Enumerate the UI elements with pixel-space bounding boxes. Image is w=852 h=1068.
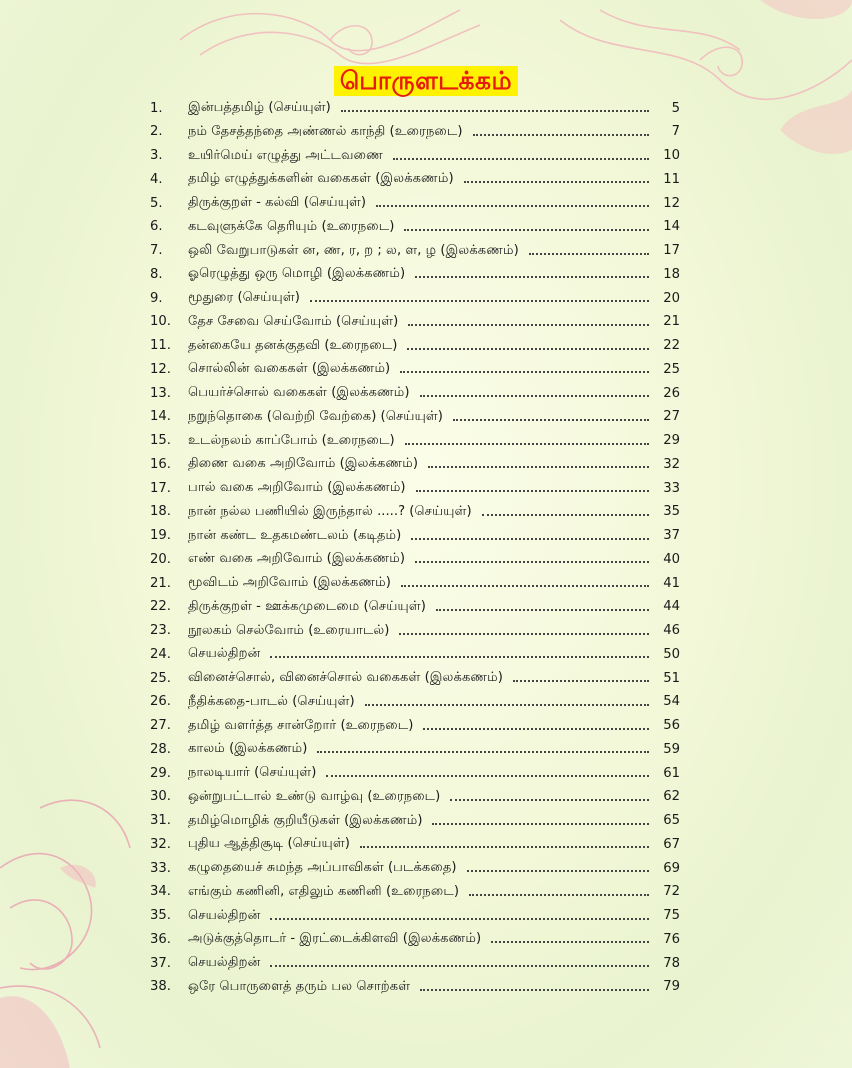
toc-leader-dots bbox=[420, 395, 649, 397]
toc-entry-page: 11 bbox=[663, 171, 680, 187]
toc-row[interactable] bbox=[150, 785, 680, 809]
toc-row[interactable] bbox=[150, 239, 680, 263]
toc-leader-dots bbox=[467, 870, 649, 872]
toc-entry-page: 78 bbox=[663, 955, 680, 971]
toc-entry-title: திணை வகை அறிவோம் (இலக்கணம்) bbox=[188, 456, 418, 472]
toc-leader-dots bbox=[270, 965, 649, 967]
toc-entry-number: 36. bbox=[150, 931, 171, 947]
toc-entry-page: 10 bbox=[663, 148, 680, 163]
toc-leader-dots bbox=[428, 466, 649, 468]
toc-row[interactable] bbox=[150, 714, 680, 738]
toc-entry-title: நான் நல்ல பணியில் இருந்தால் .....? (செய்யுள்) bbox=[188, 503, 472, 519]
toc-entry-title: தன்கையே தனக்குதவி (உரைநடை) bbox=[188, 337, 398, 353]
toc-row[interactable] bbox=[150, 429, 680, 453]
toc-entry-number: 21. bbox=[150, 575, 171, 591]
toc-entry-title: நீதிக்கதை-பாடல் (செய்யுள்) bbox=[188, 693, 355, 709]
toc-entry-page: 22 bbox=[663, 338, 680, 353]
toc-leader-dots bbox=[360, 846, 649, 848]
toc-entry-page: 17 bbox=[663, 243, 680, 258]
toc-leader-dots bbox=[393, 158, 649, 160]
toc-entry-page: 40 bbox=[663, 551, 680, 567]
toc-row[interactable] bbox=[150, 595, 680, 619]
toc-entry-page: 56 bbox=[663, 718, 680, 733]
toc-entry-number: 5. bbox=[150, 195, 163, 211]
toc-entry-page: 26 bbox=[663, 385, 680, 401]
toc-entry-number: 2. bbox=[150, 124, 163, 140]
toc-entry-title: செயல்திறன் bbox=[188, 907, 261, 923]
toc-entry-title: தமிழ்மொழிக் குறியீடுகள் (இலக்கணம்) bbox=[188, 812, 423, 828]
toc-entry-number: 26. bbox=[150, 694, 171, 710]
toc-leader-dots bbox=[473, 134, 649, 136]
toc-row[interactable] bbox=[150, 951, 680, 975]
toc-row[interactable] bbox=[150, 167, 680, 191]
toc-leader-dots bbox=[450, 799, 649, 801]
toc-entry-title: நறுந்தொகை (வெற்றி வேற்கை) (செய்யுள்) bbox=[188, 408, 443, 424]
toc-row[interactable] bbox=[150, 191, 680, 215]
toc-entry-title: கழுதையைச் சுமந்த அப்பாவிகள் (படக்கதை) bbox=[188, 860, 457, 875]
toc-entry-number: 20. bbox=[150, 551, 171, 567]
toc-entry-number: 15. bbox=[150, 433, 171, 448]
toc-entry-page: 29 bbox=[663, 433, 680, 448]
toc-row[interactable] bbox=[150, 476, 680, 500]
toc-entry-page: 27 bbox=[663, 409, 680, 425]
toc-entry-title: திருக்குறள் - ஊக்கமுடைமை (செய்யுள்) bbox=[188, 598, 426, 614]
toc-entry-page: 65 bbox=[663, 813, 680, 828]
toc-entry-number: 13. bbox=[150, 385, 171, 401]
toc-entry-page: 32 bbox=[663, 456, 680, 472]
toc-entry-page: 79 bbox=[663, 979, 680, 995]
toc-leader-dots bbox=[407, 348, 649, 350]
toc-leader-dots bbox=[453, 419, 649, 421]
toc-leader-dots bbox=[411, 538, 649, 540]
toc-entry-number: 33. bbox=[150, 860, 171, 876]
toc-row[interactable] bbox=[150, 832, 680, 856]
toc-entry-title: நாலடியார் (செய்யுள்) bbox=[188, 765, 317, 780]
toc-row[interactable] bbox=[150, 500, 680, 524]
toc-entry-title: செயல்திறன் bbox=[188, 646, 261, 662]
toc-row[interactable] bbox=[150, 452, 680, 476]
toc-entry-title: தமிழ் வளர்த்த சான்றோர் (உரைநடை) bbox=[188, 717, 414, 733]
toc-leader-dots bbox=[317, 751, 649, 753]
toc-entry-number: 19. bbox=[150, 528, 171, 543]
toc-entry-title: எங்கும் கணினி, எதிலும் கணினி (உரைநடை) bbox=[188, 883, 459, 899]
toc-entry-title: நம் தேசத்தந்தை அண்ணல் காந்தி (உரைநடை) bbox=[188, 123, 463, 139]
toc-leader-dots bbox=[365, 704, 649, 706]
toc-entry-number: 12. bbox=[150, 361, 171, 377]
toc-entry-page: 72 bbox=[663, 884, 680, 900]
toc-entry-page: 54 bbox=[663, 694, 680, 710]
toc-entry-title: கடவுளுக்கே தெரியும் (உரைநடை) bbox=[188, 218, 395, 234]
toc-entry-title: மூதுரை (செய்யுள்) bbox=[188, 290, 300, 305]
toc-entry-number: 29. bbox=[150, 765, 171, 781]
toc-row[interactable] bbox=[150, 547, 680, 571]
toc-entry-title: திருக்குறள் - கல்வி (செய்யுள்) bbox=[188, 195, 367, 210]
toc-entry-page: 59 bbox=[663, 741, 680, 757]
toc-leader-dots bbox=[415, 561, 649, 563]
toc-leader-dots bbox=[270, 918, 649, 920]
toc-entry-number: 8. bbox=[150, 266, 163, 282]
toc-row[interactable] bbox=[150, 809, 680, 833]
toc-leader-dots bbox=[491, 941, 649, 943]
page-title: பொருளடக்கம் bbox=[334, 66, 518, 96]
toc-row[interactable] bbox=[150, 619, 680, 643]
toc-entry-number: 37. bbox=[150, 955, 171, 971]
toc-leader-dots bbox=[469, 894, 649, 896]
toc-entry-page: 76 bbox=[663, 931, 680, 947]
toc-leader-dots bbox=[341, 110, 649, 112]
toc-row[interactable] bbox=[150, 286, 680, 310]
toc-entry-page: 50 bbox=[663, 646, 680, 662]
toc-row[interactable] bbox=[150, 405, 680, 429]
toc-entry-page: 62 bbox=[663, 789, 680, 805]
toc-leader-dots bbox=[404, 229, 649, 231]
toc-leader-dots bbox=[399, 633, 649, 635]
toc-row[interactable] bbox=[150, 381, 680, 405]
toc-leader-dots bbox=[376, 205, 649, 207]
toc-entry-number: 28. bbox=[150, 741, 171, 757]
toc-entry-title: உயிர்மெய் எழுத்து அட்டவணை bbox=[188, 147, 383, 163]
toc-leader-dots bbox=[405, 443, 649, 445]
toc-entry-page: 7 bbox=[671, 124, 680, 140]
toc-entry-page: 33 bbox=[663, 480, 680, 496]
toc-entry-number: 18. bbox=[150, 504, 171, 520]
toc-entry-title: ஒரே பொருளைத் தரும் பல சொற்கள் bbox=[188, 978, 411, 994]
toc-leader-dots bbox=[416, 490, 649, 492]
toc-leader-dots bbox=[529, 253, 649, 255]
toc-row[interactable] bbox=[150, 642, 680, 666]
toc-entry-number: 17. bbox=[150, 480, 171, 496]
toc-row[interactable] bbox=[150, 144, 680, 168]
toc-row[interactable] bbox=[150, 666, 680, 690]
toc-leader-dots bbox=[326, 775, 649, 777]
toc-entry-number: 3. bbox=[150, 148, 163, 163]
toc-entry-number: 34. bbox=[150, 884, 171, 900]
toc-entry-title: ஒலி வேறுபாடுகள் ன, ண, ர, ற ; ல, ள, ழ (இலக்கணம்) bbox=[188, 242, 519, 258]
toc-entry-number: 23. bbox=[150, 623, 171, 638]
toc-entry-title: ஒன்றுபட்டால் உண்டு வாழ்வு (உரைநடை) bbox=[188, 788, 441, 804]
toc-entry-number: 30. bbox=[150, 789, 171, 805]
toc-entry-title: தேச சேவை செய்வோம் (செய்யுள்) bbox=[188, 313, 399, 329]
toc-row[interactable] bbox=[150, 310, 680, 334]
toc-row[interactable] bbox=[150, 927, 680, 951]
toc-entry-title: செயல்திறன் bbox=[188, 955, 261, 970]
toc-row[interactable] bbox=[150, 334, 680, 358]
toc-entry-number: 9. bbox=[150, 290, 163, 306]
toc-row[interactable] bbox=[150, 975, 680, 999]
toc-leader-dots bbox=[420, 989, 649, 991]
toc-entry-number: 22. bbox=[150, 599, 171, 615]
toc-row[interactable] bbox=[150, 262, 680, 286]
toc-entry-number: 7. bbox=[150, 243, 163, 258]
toc-entry-page: 75 bbox=[663, 908, 680, 923]
toc-entry-page: 61 bbox=[663, 765, 680, 781]
toc-row[interactable] bbox=[150, 880, 680, 904]
toc-entry-page: 21 bbox=[663, 314, 680, 330]
toc-leader-dots bbox=[400, 371, 649, 373]
toc-entry-number: 27. bbox=[150, 718, 171, 733]
toc-entry-title: புதிய ஆத்திசூடி (செய்யுள்) bbox=[188, 836, 350, 852]
toc-entry-title: தமிழ் எழுத்துக்களின் வகைகள் (இலக்கணம்) bbox=[188, 171, 454, 187]
toc-entry-title: சொல்லின் வகைகள் (இலக்கணம்) bbox=[188, 361, 391, 377]
toc-entry-page: 18 bbox=[663, 266, 680, 282]
toc-row[interactable] bbox=[150, 120, 680, 144]
toc-entry-title: பால் வகை அறிவோம் (இலக்கணம்) bbox=[188, 480, 406, 495]
toc-entry-number: 14. bbox=[150, 409, 171, 425]
toc-entry-page: 5 bbox=[671, 100, 680, 116]
toc-entry-number: 16. bbox=[150, 456, 171, 472]
toc-entry-number: 24. bbox=[150, 646, 171, 662]
toc-leader-dots bbox=[408, 324, 649, 326]
toc-entry-number: 31. bbox=[150, 813, 171, 828]
toc-entry-number: 38. bbox=[150, 979, 171, 995]
toc-entry-page: 12 bbox=[663, 195, 680, 211]
toc-leader-dots bbox=[436, 609, 649, 611]
toc-entry-title: மூவிடம் அறிவோம் (இலக்கணம்) bbox=[188, 575, 391, 590]
toc-entry-number: 1. bbox=[150, 100, 163, 116]
toc-entry-page: 67 bbox=[663, 836, 680, 852]
toc-leader-dots bbox=[464, 181, 649, 183]
toc-entry-number: 10. bbox=[150, 314, 171, 330]
toc-entry-page: 14 bbox=[663, 219, 680, 235]
toc-entry-number: 35. bbox=[150, 908, 171, 923]
toc-entry-number: 32. bbox=[150, 836, 171, 852]
toc-entry-number: 25. bbox=[150, 670, 171, 686]
toc-row[interactable] bbox=[150, 524, 680, 548]
toc-leader-dots bbox=[423, 728, 649, 730]
toc-row[interactable] bbox=[150, 761, 680, 785]
toc-entry-title: ஓரெழுத்து ஒரு மொழி (இலக்கணம்) bbox=[188, 266, 406, 282]
toc-row[interactable] bbox=[150, 215, 680, 239]
toc-leader-dots bbox=[270, 656, 649, 658]
toc-entry-number: 4. bbox=[150, 171, 163, 187]
toc-entry-title: நூலகம் செல்வோம் (உரையாடல்) bbox=[188, 622, 390, 638]
toc-leader-dots bbox=[432, 823, 649, 825]
toc-row[interactable] bbox=[150, 856, 680, 880]
toc-entry-page: 37 bbox=[663, 528, 680, 543]
toc-leader-dots bbox=[513, 680, 649, 682]
toc-entry-page: 51 bbox=[663, 670, 680, 686]
toc-entry-title: வினைச்சொல், வினைச்சொல் வகைகள் (இலக்கணம்) bbox=[188, 670, 503, 685]
toc-entry-page: 41 bbox=[663, 575, 680, 591]
toc-row[interactable] bbox=[150, 690, 680, 714]
toc-entry-title: எண் வகை அறிவோம் (இலக்கணம்) bbox=[188, 551, 405, 567]
toc-entry-number: 6. bbox=[150, 219, 163, 235]
toc-leader-dots bbox=[310, 300, 649, 302]
toc-entry-title: இன்பத்தமிழ் (செய்யுள்) bbox=[188, 100, 331, 115]
toc-entry-title: காலம் (இலக்கணம்) bbox=[188, 741, 308, 757]
toc-entry-title: நான் கண்ட உதகமண்டலம் (கடிதம்) bbox=[188, 527, 402, 543]
toc-leader-dots bbox=[482, 514, 649, 516]
toc-row[interactable] bbox=[150, 904, 680, 928]
toc-entry-page: 20 bbox=[663, 290, 680, 306]
toc-leader-dots bbox=[415, 276, 649, 278]
toc-entry-title: பெயர்ச்சொல் வகைகள் (இலக்கணம்) bbox=[188, 385, 410, 400]
toc-entry-title: உடல்நலம் காப்போம் (உரைநடை) bbox=[188, 432, 395, 448]
toc-entry-page: 25 bbox=[663, 361, 680, 377]
toc-entry-title: அடுக்குத்தொடர் - இரட்டைக்கிளவி (இலக்கணம்) bbox=[188, 931, 482, 947]
title-container bbox=[0, 66, 852, 96]
toc-entry-page: 46 bbox=[663, 623, 680, 638]
toc-entry-page: 69 bbox=[663, 860, 680, 876]
toc-row[interactable] bbox=[150, 571, 680, 595]
toc-row[interactable] bbox=[150, 96, 680, 120]
toc-row[interactable] bbox=[150, 737, 680, 761]
toc-entry-page: 44 bbox=[663, 599, 680, 615]
toc-entry-page: 35 bbox=[663, 504, 680, 520]
toc-row[interactable] bbox=[150, 357, 680, 381]
toc-entry-number: 11. bbox=[150, 338, 171, 353]
toc-leader-dots bbox=[401, 585, 649, 587]
